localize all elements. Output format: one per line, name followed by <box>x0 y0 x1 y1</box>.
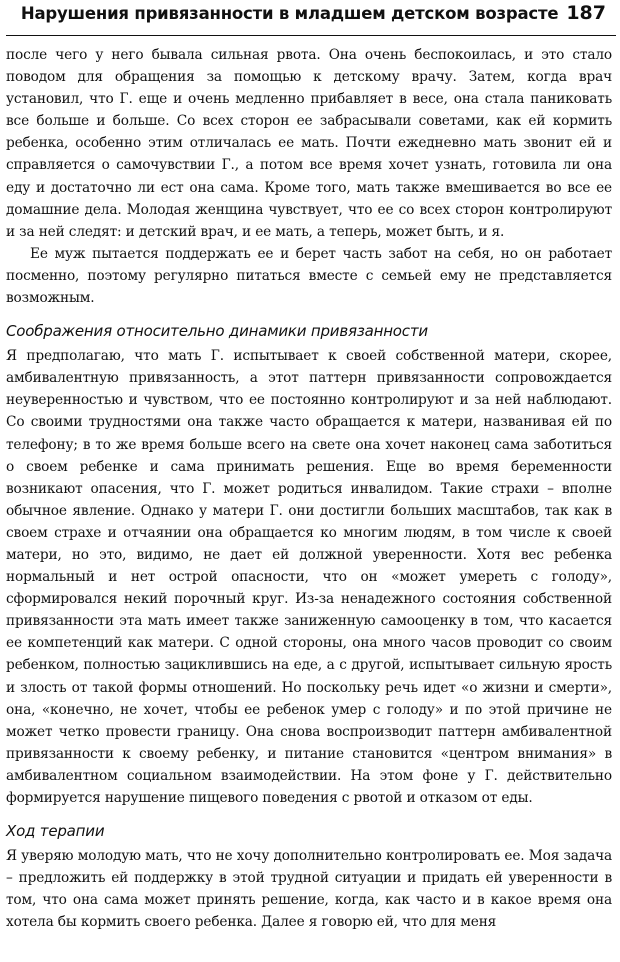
running-header-title: Нарушения привязанности в младшем детском возрасте <box>20 4 559 23</box>
section-heading-therapy-course: Ход терапии <box>6 822 105 841</box>
body-text <box>6 44 616 933</box>
running-header <box>6 2 616 36</box>
page-number: 187 <box>566 2 606 24</box>
paragraph-attachment-dynamics: Я предполагаю, что мать Г. испытывает к своей собственной матери, скорее, амбивалентную привязанность, а этот паттерн привязанности сопровождается неуверенностью и чувством, что ее постоянно контролируют и за ней наблюдают. Со своими трудностями она также часто обращается к матери, названивая ей по телефону; в то же время больше всего на свете она хочет наконец сама заботиться о своем ребенке и сама принимать решения. Еще во время беременности возникают опасения, что Г. может родиться инвалидом. Такие страхи – вполне обычное явление. Однако у матери Г. они достигли больших масштабов, так как в своем страхе и отчаянии она обращается ко многим людям, в том числе к своей матери, но это, видимо, не дает ей должной уверенности. Хотя вес ребенка нормальный и нет острой опасности, что он «может умереть с голоду», сформировался некий порочный круг. Из-за ненадежного состояния собственной привязанности эта мать имеет также заниженную самооценку в том, что касается ее компетенций как матери. С одной стороны, она много часов проводит со своим ребенком, полностью зациклившись на еде, а с другой, испытывает сильную ярость и злость от такой формы отношений. Но поскольку речь идет «о жизни и смерти», она, «конечно, не хочет, чтобы ее ребенок умер с голоду» и по этой причине не может четко провести границу. Она снова воспроизводит паттерн амбивалентной привязанности к своему ребенку, и питание становится «центром внимания» в амбивалентном социальном взаимодействии. На этом фоне у Г. действительно формируется нарушение пищевого поведения с рвотой и отказом от еды. <box>6 348 612 806</box>
paragraph-therapy-course: Я уверяю молодую мать, что не хочу дополнительно контролировать ее. Моя задача – предложить ей поддержку в этой трудной ситуации и придать ей уверенности в том, что она сама может принять решение, когда, как часто и в какое время она хотела бы кормить своего ребенка. Далее я говорю ей, что для меня <box>6 848 612 931</box>
paragraph-intro-continued: после чего у него бывала сильная рвота. Она очень беспокоилась, и это стало поводом для обращения за помощью к детскому врачу. Затем, когда врач установил, что Г. еще и очень медленно прибавляет в весе, она стала паниковать все больше и больше. Со всех сторон ее забрасывали советами, как ей кормить ребенка, особенно этим отличалась ее мать. Почти ежедневно мать звонит ей и справляется о самочувствии Г., а потом все время хочет узнать, готовила ли она еду и достаточно ли ест она сама. Кроме того, мать также вмешивается во все ее домашние дела. Молодая женщина чувствует, что ее со всех сторон контролируют и за ней следят: и детский врач, и ее мать, а теперь, может быть, и я. <box>6 47 612 240</box>
paragraph-husband: Ее муж пытается поддержать ее и берет часть забот на себя, но он работает посменно, поэтому регулярно питаться вместе с семьей ему не представляется возможным. <box>6 245 612 307</box>
section-heading-attachment-dynamics: Соображения относительно динамики привязанности <box>6 322 428 341</box>
